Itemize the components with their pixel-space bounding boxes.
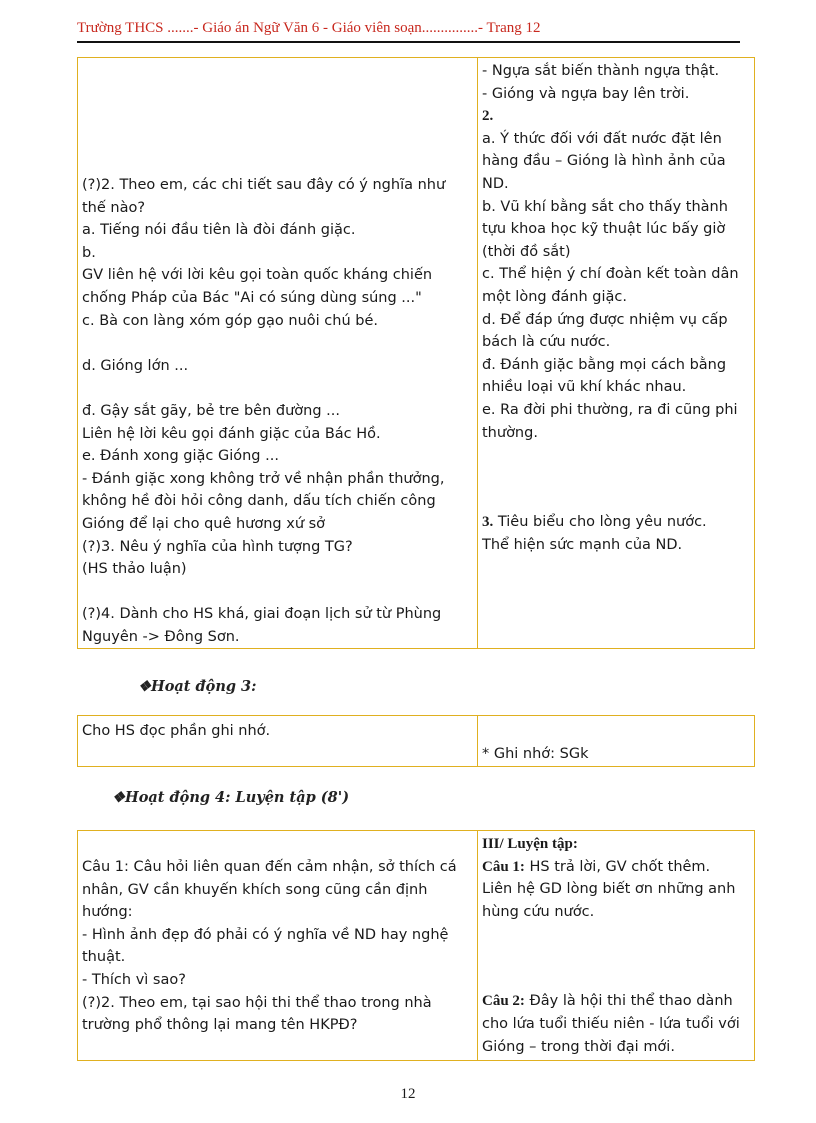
t1-left-line: không hề đòi hỏi công danh, dấu tích chiến công (82, 493, 436, 510)
t1-right-line: một lòng đánh giặc. (482, 288, 627, 305)
t3-left-line: thuật. (82, 949, 126, 966)
activity-4-text: Hoạt động 4: Luyện tập (8') (125, 789, 350, 806)
t3-left-line: nhân, GV cần khuyến khích song cũng cần định (82, 881, 428, 898)
t1-right-line: Thể hiện sức mạnh của ND. (482, 536, 683, 553)
answer-number-2: 2. (482, 108, 494, 125)
table1-right-cell (478, 58, 755, 649)
table3-right-cell (478, 831, 755, 1061)
header-divider (77, 41, 740, 43)
t3-right-line (482, 990, 750, 1013)
t1-left-line: (?)4. Dành cho HS khá, giai đoạn lịch sử từ Phùng (82, 606, 442, 623)
t1-right-line: e. Ra đời phi thường, ra đi cũng phi (482, 401, 738, 418)
t3-left-line: (?)2. Theo em, tại sao hội thi thể thao trong nhà (82, 994, 432, 1011)
t3-left-line: Câu 1: Câu hỏi liên quan đến cảm nhận, sở thích cá (82, 859, 457, 875)
t1-right-line: nhiều loại vũ khí khác nhau. (482, 379, 687, 396)
cau-2-text: Đây là hội thi thể thao dành (524, 993, 733, 1010)
t1-right-line: d. Để đáp ứng được nhiệm vụ cấp (482, 311, 728, 328)
t1-left-line: (?)2. Theo em, các chi tiết sau đây có ý nghĩa như (82, 177, 446, 193)
t1-right-line (482, 105, 750, 128)
t1-right-text: Tiêu biểu cho lòng yêu nước. (493, 514, 707, 531)
t1-left-line: đ. Gậy sắt gãy, bẻ tre bên đường ... (82, 402, 340, 419)
t1-left-line: chống Pháp của Bác "Ai có súng dùng súng ..." (82, 289, 422, 306)
t3-left-line: trường phổ thông lại mang tên HKPĐ? (82, 1017, 358, 1034)
t1-left-line: thế nào? (82, 199, 146, 216)
t1-left-blank (82, 581, 473, 604)
t1-left-line: c. Bà con làng xóm góp gạo nuôi chú bé. (82, 312, 378, 329)
cau-1-label: Câu 1: (482, 858, 525, 875)
table1-left-cell (78, 58, 478, 649)
t3-left-line: - Hình ảnh đẹp đó phải có ý nghĩa về ND hay nghệ (82, 926, 449, 943)
activity-4-heading: ❖Hoạt động 4: Luyện tập (8') (112, 789, 350, 806)
t3-right-line: hùng cứu nước. (482, 903, 595, 920)
t1-right-line: thường. (482, 424, 538, 441)
cau-2-label: Câu 2: (482, 993, 525, 1010)
t3-right-line (482, 856, 750, 879)
t1-left-line: (?)3. Nêu ý nghĩa của hình tượng TG? (82, 538, 353, 555)
table2-right-cell (478, 716, 755, 767)
practice-title: III/ Luyện tập: (482, 836, 578, 852)
t3-right-line: cho lứa tuổi thiếu niên - lứa tuổi với (482, 1015, 740, 1032)
t1-right-line: tựu khoa học kỹ thuật lúc bấy giờ (482, 221, 726, 238)
t2-right-line: * Ghi nhớ: SGk (482, 746, 589, 763)
page-number: 12 (400, 1086, 416, 1102)
t1-left-line: GV liên hệ với lời kêu gọi toàn quốc kháng chiến (82, 267, 433, 284)
t1-left-line: Liên hệ lời kêu gọi đánh giặc của Bác Hồ. (82, 425, 381, 442)
t1-left-line: d. Gióng lớn ... (82, 357, 189, 374)
answer-number-3: 3. (482, 514, 494, 531)
t1-left-line: b. (82, 244, 96, 261)
lesson-table-1 (77, 57, 755, 649)
t3-right-blank (482, 923, 750, 990)
t1-right-line: bách là cứu nước. (482, 334, 611, 351)
t1-left-blank (82, 332, 473, 355)
t1-right-blank (482, 444, 750, 511)
t3-left-line: hướng: (82, 904, 133, 921)
t1-right-line: ND. (482, 175, 509, 192)
t3-left-line: - Thích vì sao? (82, 971, 186, 988)
t1-left-line: Nguyên -> Đông Sơn. (82, 628, 240, 645)
table2-left-cell (78, 716, 478, 767)
t1-left-line: e. Đánh xong giặc Gióng ... (82, 448, 279, 465)
t1-right-line: c. Thể hiện ý chí đoàn kết toàn dân (482, 266, 739, 283)
activity-3-heading: ❖Hoạt động 3: (138, 678, 257, 695)
t1-right-line (482, 511, 750, 534)
t1-right-line: (thời đồ sắt) (482, 243, 571, 260)
page-header: Trường THCS .......- Giáo án Ngữ Văn 6 - Giáo viên soạn...............- Trang 12 (77, 20, 541, 36)
t3-right-line: Liên hệ GD lòng biết ơn những anh (482, 881, 736, 898)
t3-right-line: Gióng – trong thời đại mới. (482, 1038, 675, 1055)
lesson-table-3 (77, 830, 755, 1061)
table3-left-cell (78, 831, 478, 1061)
t1-right-line: đ. Đánh giặc bằng mọi cách bằng (482, 356, 727, 373)
t1-right-line: hàng đầu – Gióng là hình ảnh của (482, 153, 726, 170)
t1-left-line: Gióng để lại cho quê hương xứ sở (82, 515, 326, 532)
t1-left-line: a. Tiếng nói đầu tiên là đòi đánh giặc. (82, 222, 356, 239)
t1-right-line: - Gióng và ngựa bay lên trời. (482, 85, 690, 102)
t1-right-line: - Ngựa sắt biến thành ngựa thật. (482, 63, 720, 79)
t1-right-line: a. Ý thức đối với đất nước đặt lên (482, 130, 722, 147)
cau-1-text: HS trả lời, GV chốt thêm. (524, 858, 711, 875)
t1-right-line: b. Vũ khí bằng sắt cho thấy thành (482, 198, 728, 215)
t1-left-line: - Đánh giặc xong không trở về nhận phần thưởng, (82, 470, 445, 487)
activity-3-text: Hoạt động 3: (151, 678, 257, 695)
t2-left-line: Cho HS đọc phần ghi nhớ. (82, 723, 271, 739)
lesson-table-2 (77, 715, 755, 767)
t3-right-line (482, 833, 750, 856)
t1-left-line: (HS thảo luận) (82, 561, 187, 578)
t1-left-blank (82, 377, 473, 400)
